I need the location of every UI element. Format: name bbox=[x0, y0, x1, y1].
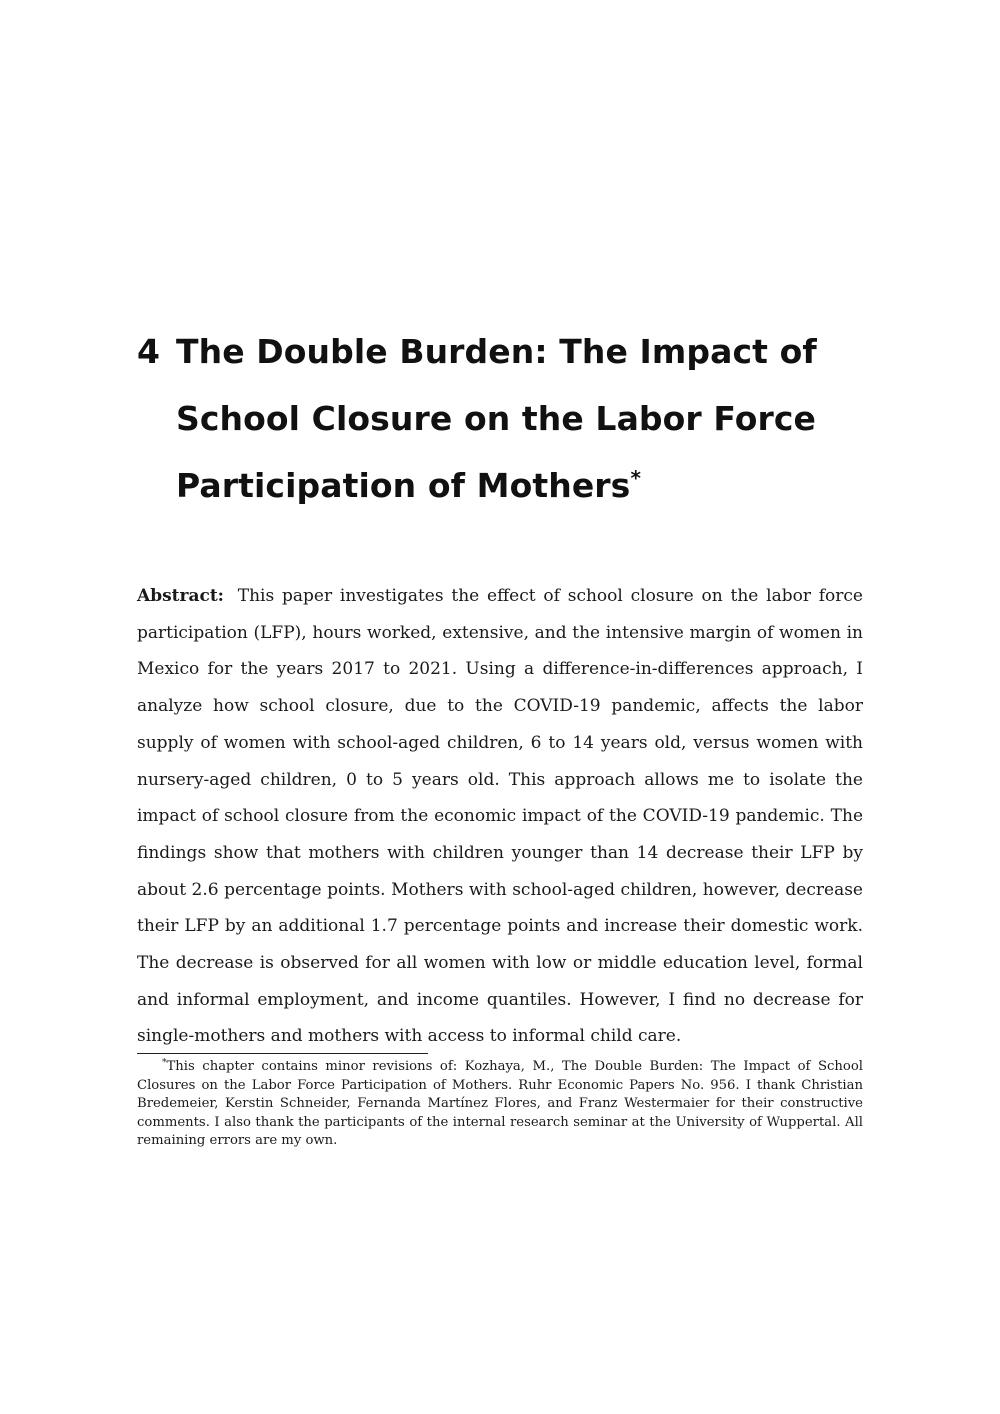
footnote-text: This chapter contains minor revisions of: Kozhaya, M., The Double Burden: The Impact of School Closures on the Labor Force Participation of Mothers. Ruhr Economic Papers No. 956. I thank Christian Bredemeier, Kerstin Schneider, Fernanda Martínez Flores, and Franz Westermaier for their constructive comments. I also thank the participants of the internal research seminar at the University of Wuppertal. All remaining errors are my own. bbox=[137, 1059, 863, 1149]
footnote-marker: * bbox=[162, 1058, 167, 1068]
abstract-text: This paper investigates the effect of school closure on the labor force participation (LFP), hours worked, extensive, and the intensive margin of women in Mexico for the years 2017 to 2021. Using a difference-in-differences approach, I analyze how school closure, due to the COVID-19 pandemic, affects the labor supply of women with school-aged children, 6 to 14 years old, versus women with nursery-aged children, 0 to 5 years old. This approach allows me to isolate the impact of school closure from the economic impact of the COVID-19 pandemic. The findings show that mothers with children younger than 14 decrease their LFP by about 2.6 percentage points. Mothers with school-aged children, however, decrease their LFP by an additional 1.7 percentage points and increase their domestic work. The decrease is observed for all women with low or middle education level, formal and informal employment, and income quantiles. However, I find no decrease for single-mothers and mothers with access to informal child care. bbox=[137, 586, 863, 1047]
chapter-heading bbox=[137, 318, 867, 519]
chapter-footnote-marker[interactable]: * bbox=[630, 466, 641, 490]
footnote bbox=[137, 1058, 863, 1151]
chapter-title bbox=[176, 318, 867, 519]
chapter-number: 4 bbox=[137, 332, 160, 371]
footnote-divider bbox=[137, 1053, 428, 1054]
chapter-title-text: The Double Burden: The Impact of School Closure on the Labor Force Participation of Mothers bbox=[176, 332, 817, 505]
abstract-label: Abstract: bbox=[137, 586, 224, 606]
abstract bbox=[137, 578, 863, 1055]
